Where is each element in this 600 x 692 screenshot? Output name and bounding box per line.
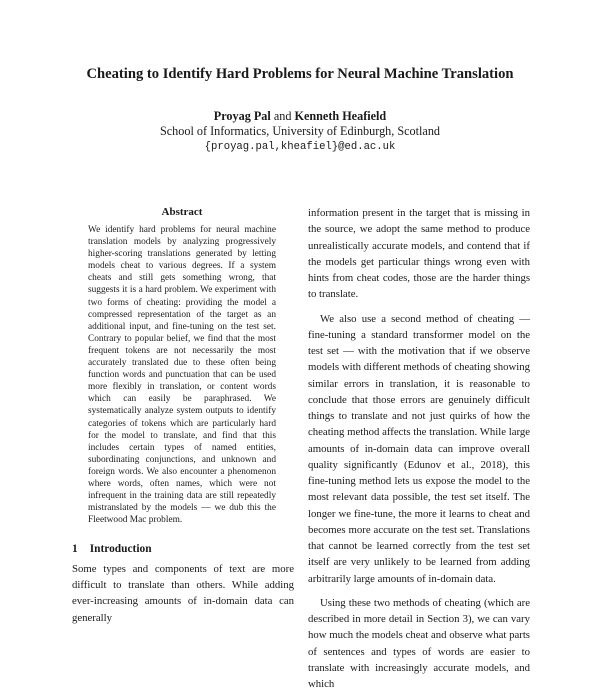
author-separator: and (273, 109, 292, 123)
author-name: Proyag Pal (213, 109, 271, 123)
section-title: Introduction (89, 543, 152, 555)
section-heading (72, 542, 302, 556)
section-number: 1 (72, 543, 78, 555)
intro-paragraph: Some types and components of text are more difficult to translate than others. While adding ever-increasing amounts of in-domain data can generally (72, 563, 294, 624)
body-paragraph: Using these two methods of cheating (which are described in more detail in Section 3), we can vary how much the models cheat and observe what parts of sentences and types of words are easier to translate with increasingly accurate models, and which (308, 596, 530, 690)
author-email: {proyag.pal,kheafiel}@ed.ac.uk (204, 141, 396, 153)
body-paragraph: We also use a second method of cheating — fine-tuning a standard transformer model on the test set — with the motivation that if we observe models with different methods of cheating showing similar errors in translation, it is reasonable to conclude that those errors are genuinely difficult things to translate and not just quirks of how the cheating method affects the translation. While large amounts of in-domain data can improve overall quality significantly (Edunov et al., 2018), this fine-tuning method lets us expose the model to the most relevant data possible, the test set itself. The longer we fine-tune, the more it learns to cheat and becomes more accurate on the test set. Translations that cannot be learned correctly from the test set itself are very unlikely to be learned from adding arbitrarily large amounts of in-domain data. (308, 312, 530, 585)
paper-title: Cheating to Identify Hard Problems for Neural Machine Translation (86, 66, 514, 82)
author-line (40, 109, 560, 124)
author-name: Kenneth Heafield (294, 109, 387, 123)
body-paragraph: information present in the target that is missing in the source, we adopt the same method to produce unrealistically accurate models, and contend that if the models get particular things wrong even with hints from cheat codes, those are the harder things to translate. (308, 207, 530, 301)
abstract-text: We identify hard problems for neural machine translation models by analyzing progressively higher-scoring translations generated by letting models cheat to various degrees. If a system cheats and still gets something wrong, that suggests it is a hard problem. We experiment with two forms of cheating: providing the model a compressed representation of the target as an additional input, and fine-tuning on the test set. Contrary to popular belief, we find that the most frequent tokens are not necessarily the most accurately translated due to these often being function words and punctuation that can be used more flexibly in translation, or content words which can easily be paraphrased. We systematically analyze system outputs to identify categories of tokens which are particularly hard for the model to translate, and find that this includes certain types of named entities, subordinating conjunctions, and unknown and foreign words. We also encounter a phenomenon where words, often names, which were not infrequent in the training data are still repeatedly mistranslated by the models — we dub this the Fleetwood Mac problem. (88, 225, 276, 526)
abstract-heading: Abstract (161, 206, 203, 218)
affiliation: School of Informatics, University of Edinburgh, Scotland (159, 124, 441, 138)
right-column (308, 205, 530, 692)
